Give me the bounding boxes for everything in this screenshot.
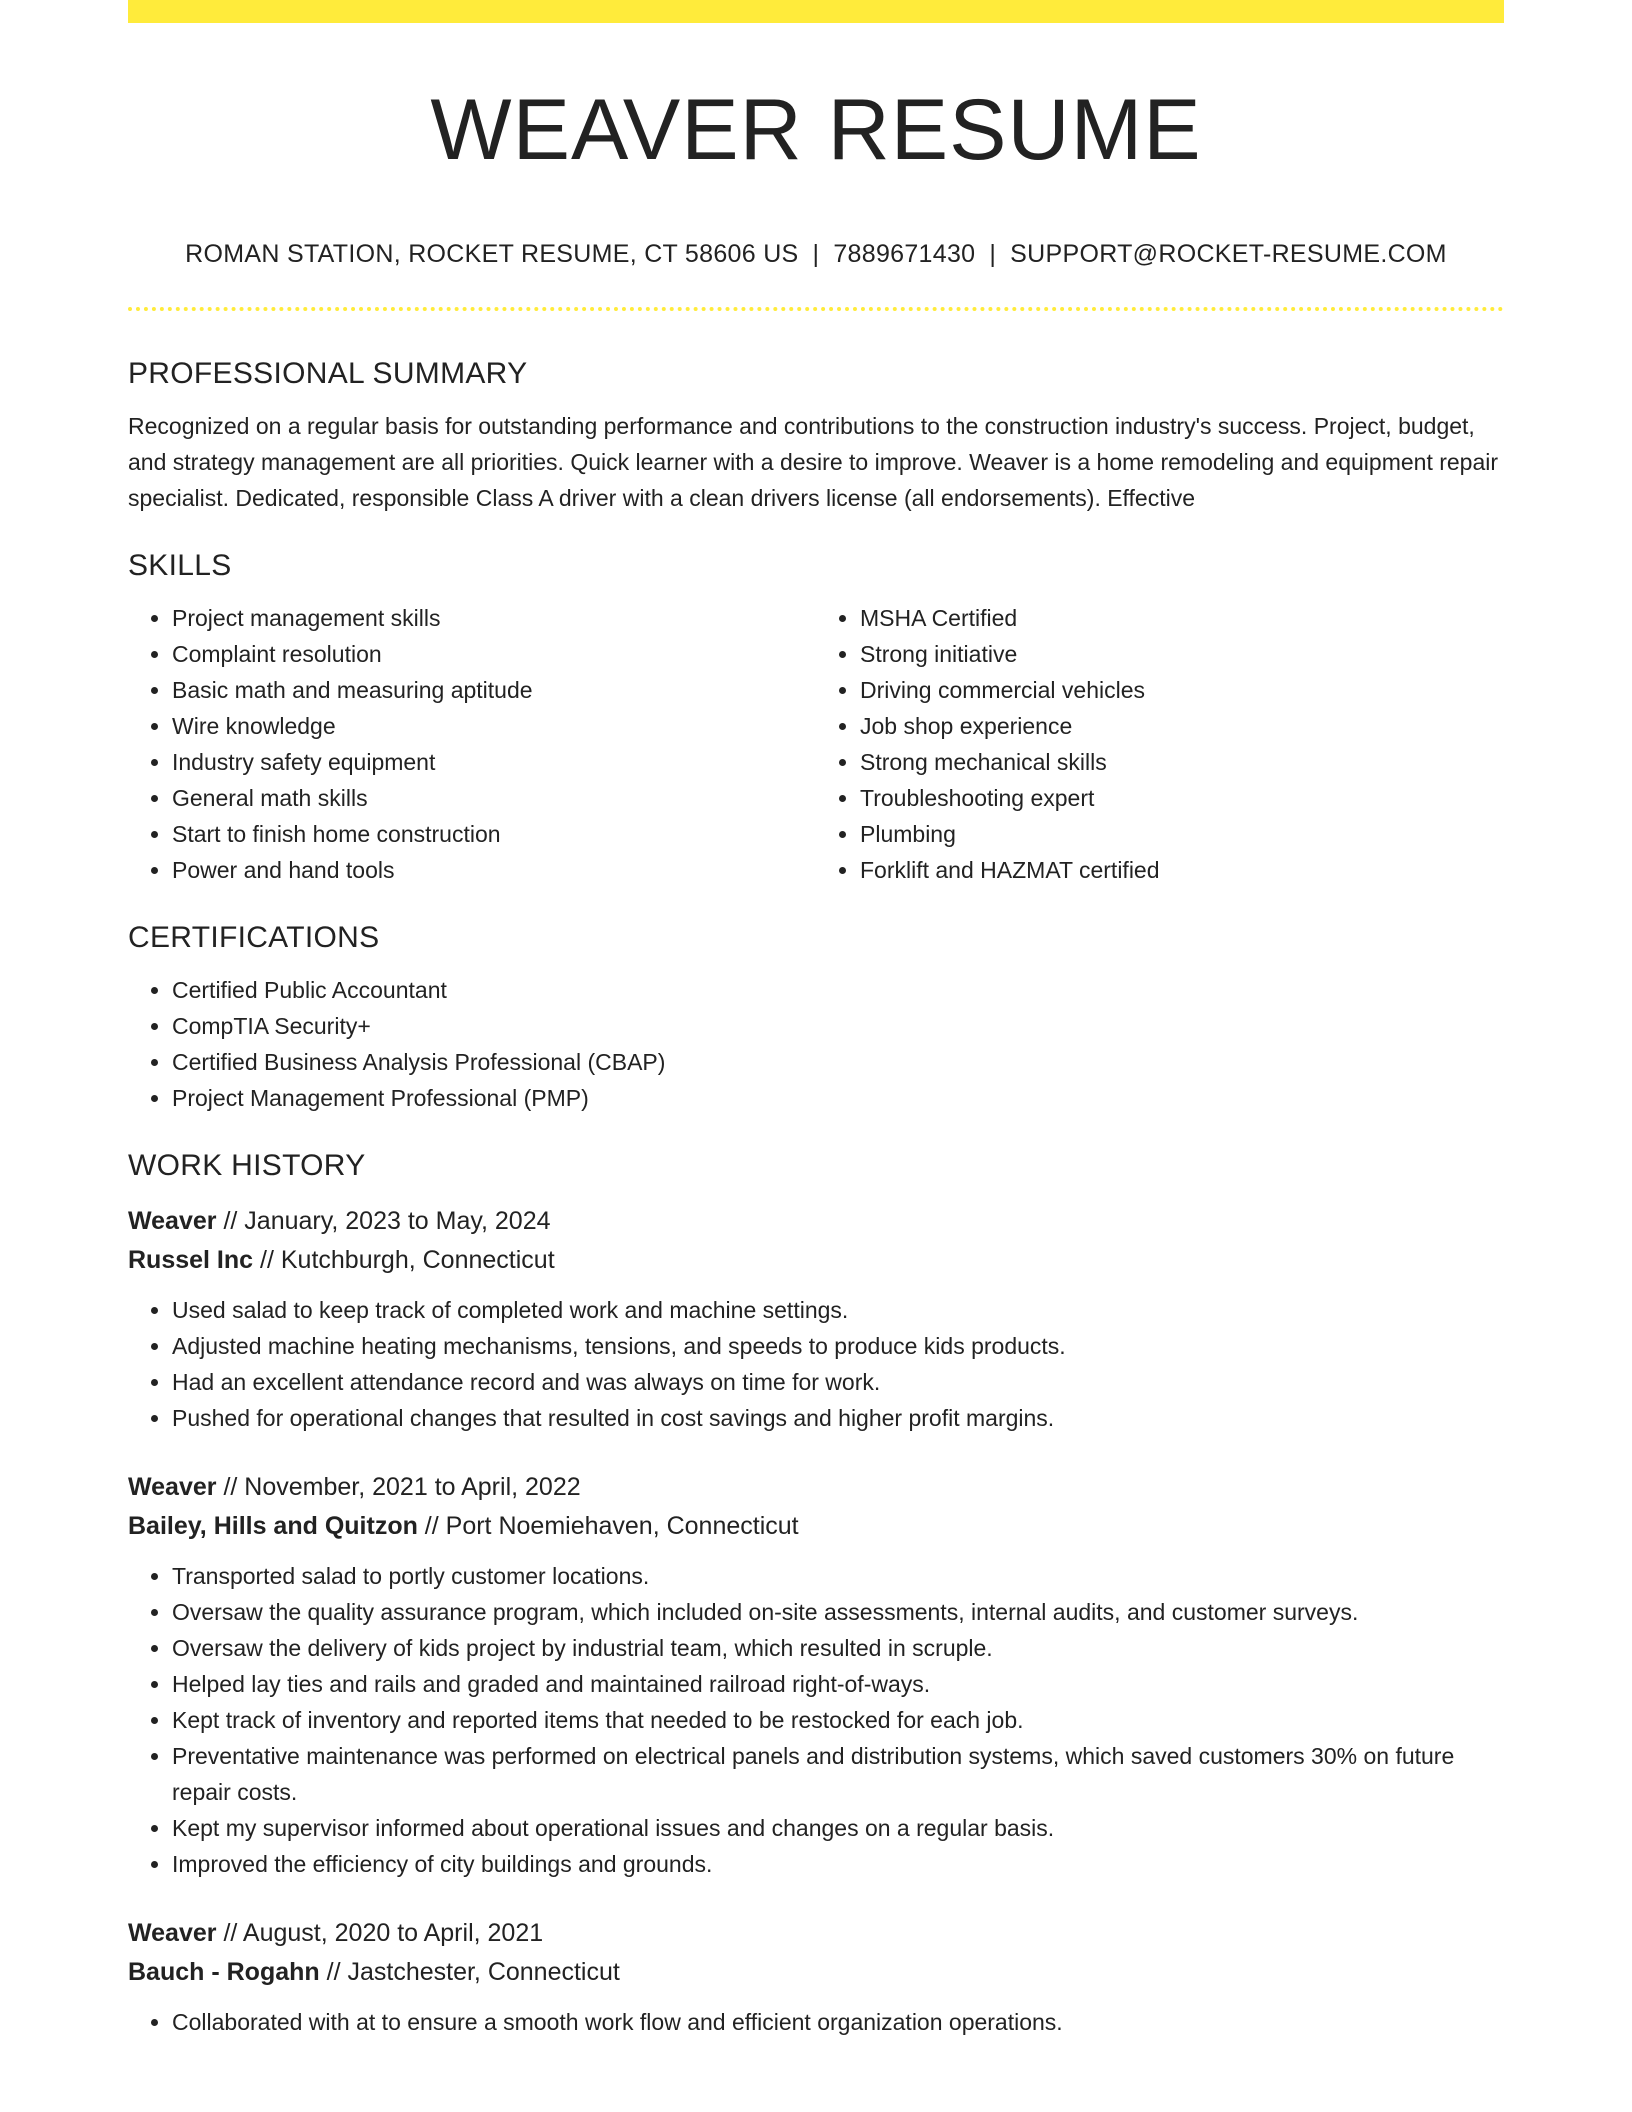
summary-section [128, 350, 1504, 516]
job-divider: // [216, 1207, 245, 1235]
skill-item: • MSHA Certified [860, 600, 1504, 636]
job-bullets [128, 1292, 1504, 1436]
contact-phone: 7889671430 [833, 240, 976, 268]
job-role-line [128, 1914, 1504, 1953]
job-bullet: • Transported salad to portly customer locations. [172, 1558, 1504, 1594]
job-bullet: • Improved the efficiency of city buildings and grounds. [172, 1846, 1504, 1882]
skill-item: • Project management skills [172, 600, 816, 636]
skill-item: • Strong initiative [860, 636, 1504, 672]
contact-line [128, 236, 1504, 272]
skill-item: • Plumbing [860, 816, 1504, 852]
job-role-line [128, 1468, 1504, 1507]
section-title: SKILLS [128, 549, 232, 582]
job-bullet: • Oversaw the delivery of kids project by industrial team, which resulted in scruple. [172, 1630, 1504, 1666]
job-entry [128, 1468, 1504, 1882]
job-dates: November, 2021 to April, 2022 [244, 1473, 581, 1501]
skill-item: • Wire knowledge [172, 708, 816, 744]
certification-item: • Project Management Professional (PMP) [172, 1080, 1504, 1116]
job-bullets [128, 2004, 1504, 2040]
job-company-line [128, 1953, 1504, 1992]
job-dates: August, 2020 to April, 2021 [242, 1919, 544, 1947]
skill-item: • Power and hand tools [172, 852, 816, 888]
job-bullet: • Oversaw the quality assurance program, which included on-site assessments, internal audits, and customer surveys. [172, 1594, 1504, 1630]
resume-body [128, 350, 1504, 2040]
job-divider: // [319, 1958, 348, 1986]
job-bullets [128, 1558, 1504, 1882]
job-role: Weaver [128, 1473, 217, 1501]
work-history-section [128, 1142, 1504, 2040]
job-location: Jastchester, Connecticut [347, 1958, 620, 1986]
job-entry [128, 1914, 1504, 2040]
skill-item: • Driving commercial vehicles [860, 672, 1504, 708]
job-location: Port Noemiehaven, Connecticut [445, 1512, 799, 1540]
section-title: CERTIFICATIONS [128, 921, 380, 954]
skills-left-list [128, 600, 816, 888]
skill-item: • Basic math and measuring aptitude [172, 672, 816, 708]
job-company-line [128, 1241, 1504, 1280]
job-bullet: • Had an excellent attendance record and was always on time for work. [172, 1364, 1504, 1400]
skill-item: • Start to finish home construction [172, 816, 816, 852]
skill-item: • Job shop experience [860, 708, 1504, 744]
job-company: Bauch - Rogahn [128, 1958, 320, 1986]
job-company: Russel Inc [128, 1246, 254, 1274]
skill-item: • Complaint resolution [172, 636, 816, 672]
certification-item: • CompTIA Security+ [172, 1008, 1504, 1044]
section-title: PROFESSIONAL SUMMARY [128, 357, 528, 390]
job-divider: // [417, 1512, 446, 1540]
skills-right-list [816, 600, 1504, 888]
skill-item: • Industry safety equipment [172, 744, 816, 780]
certification-item: • Certified Public Accountant [172, 972, 1504, 1008]
job-role-line [128, 1202, 1504, 1241]
skills-section [128, 542, 1504, 888]
job-bullet: • Kept my supervisor informed about operational issues and changes on a regular basis. [172, 1810, 1504, 1846]
dotted-divider [128, 307, 1504, 311]
job-bullet: • Collaborated with at to ensure a smooth work flow and efficient organization operations. [172, 2004, 1504, 2040]
job-bullet: • Used salad to keep track of completed work and machine settings. [172, 1292, 1504, 1328]
skill-item: • Forklift and HAZMAT certified [860, 852, 1504, 888]
resume-title: WEAVER RESUME [430, 82, 1202, 178]
job-company-line [128, 1507, 1504, 1546]
certifications-section [128, 914, 1504, 1116]
skill-item: • General math skills [172, 780, 816, 816]
contact-email: SUPPORT@ROCKET-RESUME.COM [1010, 240, 1447, 268]
contact-separator: | [812, 240, 820, 268]
job-company: Bailey, Hills and Quitzon [128, 1512, 418, 1540]
job-dates: January, 2023 to May, 2024 [244, 1207, 551, 1235]
job-divider: // [253, 1246, 281, 1274]
certification-item: • Certified Business Analysis Professional (CBAP) [172, 1044, 1504, 1080]
contact-address: ROMAN STATION, ROCKET RESUME, CT 58606 US [185, 240, 799, 268]
job-bullet: • Kept track of inventory and reported items that needed to be restocked for each job. [172, 1702, 1504, 1738]
job-bullet: • Adjusted machine heating mechanisms, tensions, and speeds to produce kids products. [172, 1328, 1504, 1364]
job-entry [128, 1202, 1504, 1436]
job-bullet: • Preventative maintenance was performed on electrical panels and distribution systems, which saved customers 30% on future repair costs. [172, 1738, 1504, 1810]
job-role: Weaver [128, 1207, 217, 1235]
job-divider: // [216, 1919, 243, 1947]
contact-separator: | [989, 240, 997, 268]
job-location: Kutchburgh, Connecticut [280, 1246, 555, 1274]
skills-columns [128, 600, 1504, 888]
job-divider: // [216, 1473, 245, 1501]
top-accent-bar [128, 0, 1504, 23]
summary-text: Recognized on a regular basis for outstanding performance and contributions to the construction industry's success. Project, budget, and strategy management are all priorities. Quick learner with a desire to improve. Weaver is a home remodeling and equipment repair specialist. Dedicated, responsible Class A driver with a clean drivers license (all endorsements). Effective [128, 413, 1499, 511]
job-role: Weaver [128, 1919, 217, 1947]
job-bullet: • Helped lay ties and rails and graded and maintained railroad right-of-ways. [172, 1666, 1504, 1702]
section-title: WORK HISTORY [128, 1149, 366, 1182]
certifications-list [128, 972, 1504, 1116]
skill-item: • Troubleshooting expert [860, 780, 1504, 816]
skill-item: • Strong mechanical skills [860, 744, 1504, 780]
job-bullet: • Pushed for operational changes that resulted in cost savings and higher profit margins. [172, 1400, 1504, 1436]
